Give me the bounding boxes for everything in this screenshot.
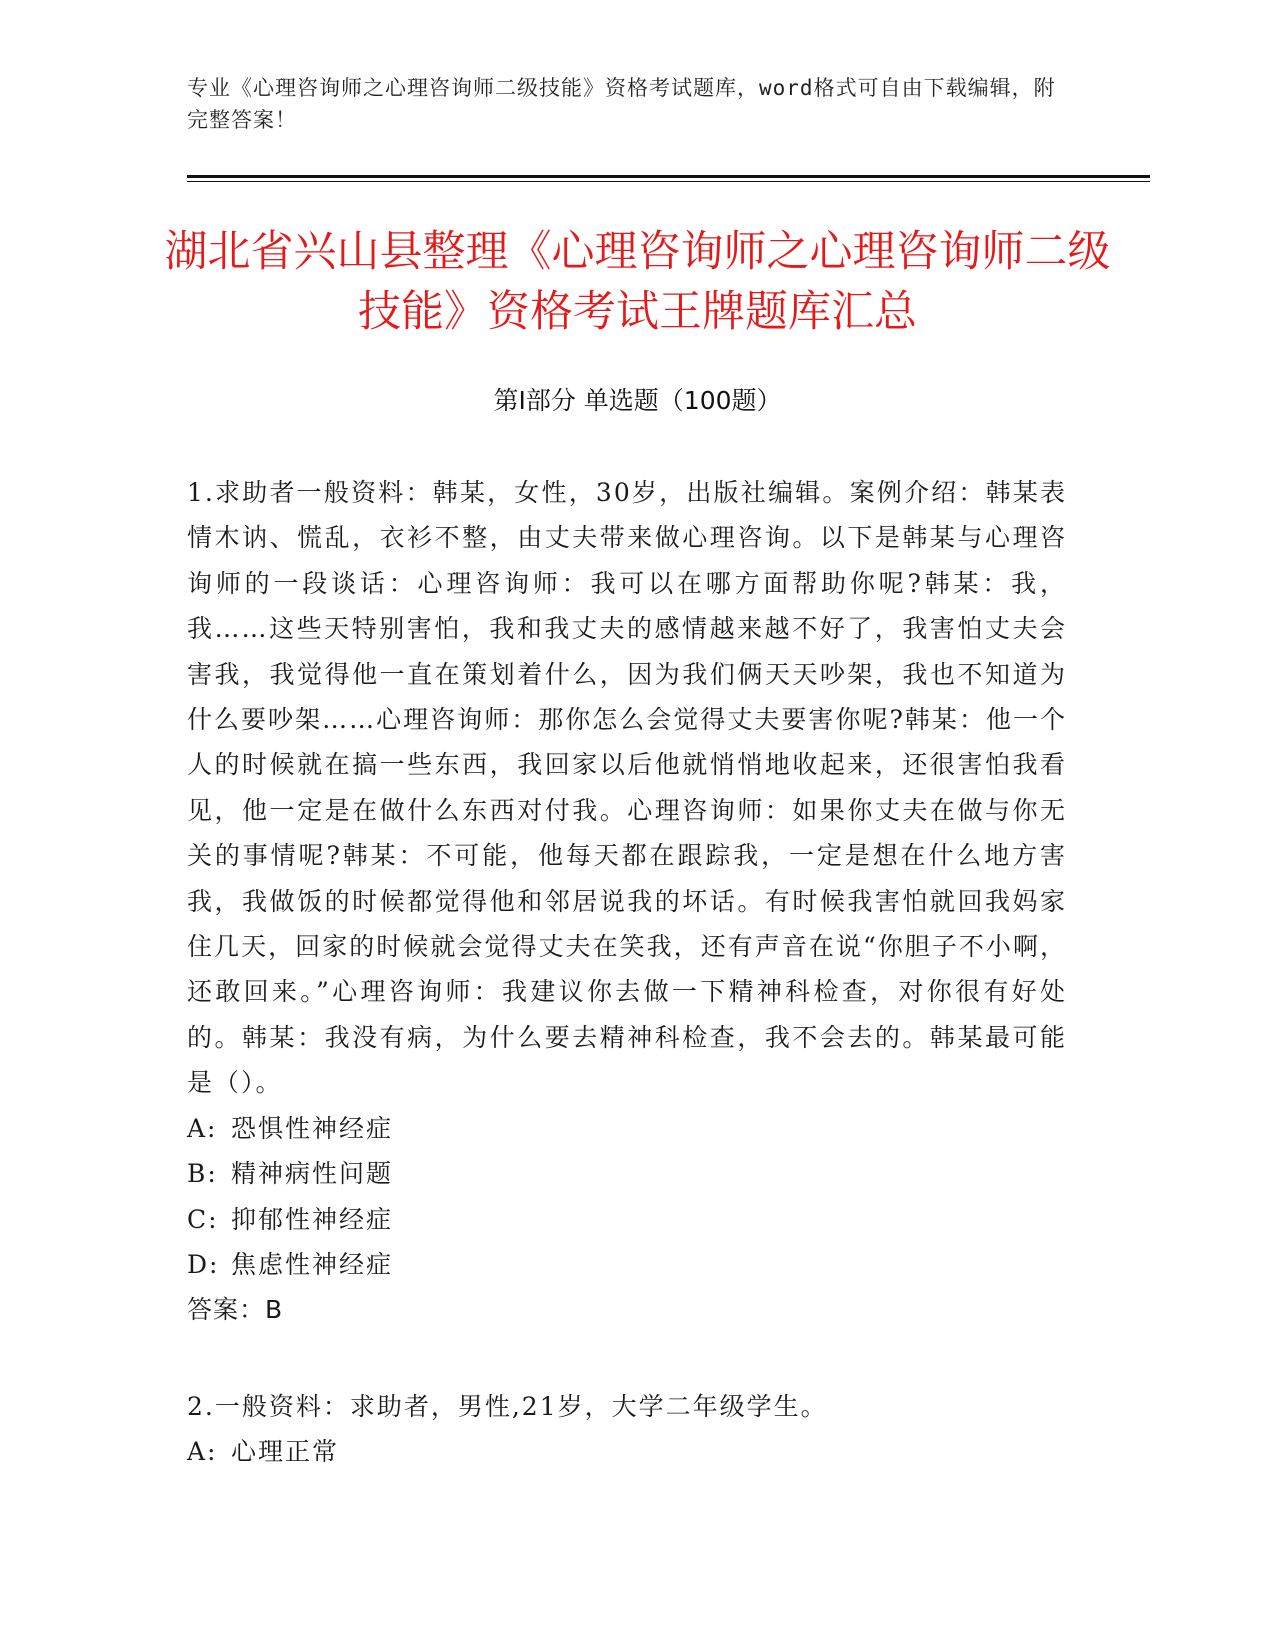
option-letter: D: xyxy=(187,1249,220,1279)
option-letter: A: xyxy=(187,1113,218,1143)
option-d xyxy=(187,1242,1067,1287)
option-letter: C: xyxy=(187,1204,219,1234)
answer-line: 答案：B xyxy=(187,1295,284,1325)
option-c xyxy=(187,1197,1067,1242)
option-text: 焦虑性神经症 xyxy=(231,1249,394,1279)
option-text: 恐惧性神经症 xyxy=(231,1113,394,1143)
document-title: 湖北省兴山县整理《心理咨询师之心理咨询师二级技能》资格考试王牌题库汇总 xyxy=(164,227,1111,337)
option-a xyxy=(187,1106,1067,1151)
option-text: 抑郁性神经症 xyxy=(231,1204,394,1234)
header-divider-thick xyxy=(187,175,1150,178)
option-text: 精神病性问题 xyxy=(231,1159,394,1189)
option-text: 心理正常 xyxy=(231,1437,340,1467)
question-stem: 2.一般资料：求助者，男性,21岁，大学二年级学生。 xyxy=(187,1392,828,1421)
question-stem: 1.求助者一般资料：韩某，女性，30岁，出版社编辑。案例介绍：韩某表情木讷、慌乱，衣衫不整，由丈夫带来做心理咨询。以下是韩某与心理咨询师的一段谈话：心理咨询师：我可以在哪方面帮助你呢?韩某：我，我……这些天特别害怕，我和我丈夫的感情越来越不好了，我害怕丈夫会害我，我觉得他一直在策划着什么，因为我们俩天天吵架，我也不知道为什么要吵架……心理咨询师：那你怎么会觉得丈夫要害你呢?韩某：他一个人的时候就在搞一些东西，我回家以后他就悄悄地收起来，还很害怕我看见，他一定是在做什么东西对付我。心理咨询师：如果你丈夫在做与你无关的事情呢?韩某：不可能，他每天都在跟踪我，一定是想在什么地方害我，我做饭的时候都觉得他和邻居说我的坏话。有时候我害怕就回我妈家住几天，回家的时候就会觉得丈夫在笑我，还有声音在说“你胆子不小啊，还敢回来。”心理咨询师：我建议你去做一下精神科检查，对你很有好处的。韩某：我没有病，为什么要去精神科检查，我不会去的。韩某最可能是（）。 xyxy=(187,478,1067,1098)
option-b xyxy=(187,1151,1067,1196)
option-a xyxy=(187,1429,1067,1474)
option-letter: A: xyxy=(187,1437,218,1467)
question-2 xyxy=(187,1384,1067,1475)
header-note: 专业《心理咨询师之心理咨询师二级技能》资格考试题库，word格式可自由下载编辑，附完整答案！ xyxy=(187,76,1056,132)
header-divider-thin xyxy=(187,181,1150,182)
option-letter: B: xyxy=(187,1159,218,1189)
section-heading: 第Ⅰ部分 单选题（100题） xyxy=(493,386,782,415)
question-1 xyxy=(187,470,1067,1333)
